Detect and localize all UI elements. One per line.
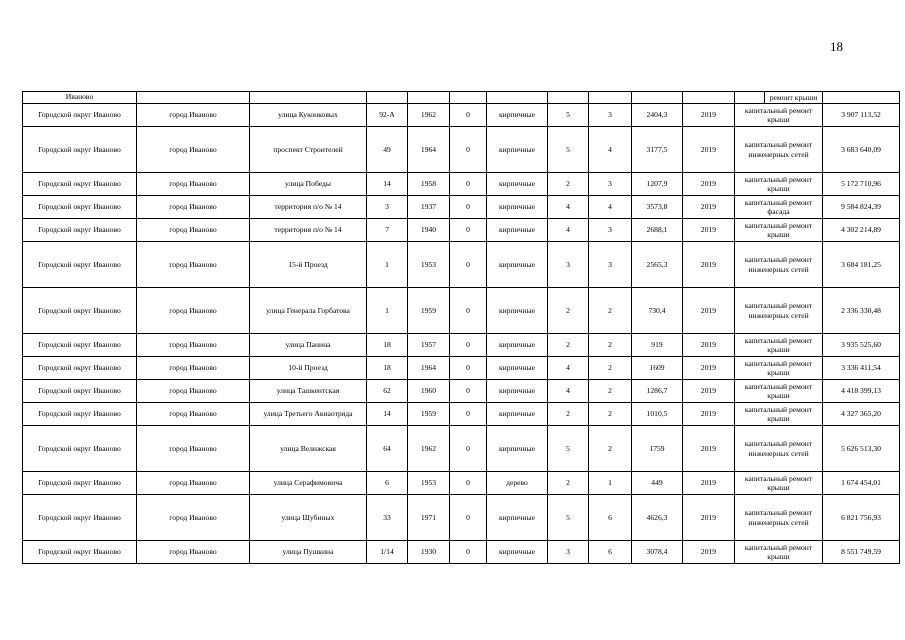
table-cell: 0 xyxy=(450,219,487,242)
table-cell: 2019 xyxy=(683,219,735,242)
table-cell: капитальный ремонт крыши xyxy=(735,173,823,196)
table-cell: 1609 xyxy=(632,357,683,380)
table-cell: территория п/о № 14 xyxy=(250,196,367,219)
table-cell: город Иваново xyxy=(137,495,250,541)
table-cell: 5 xyxy=(548,495,589,541)
table-row xyxy=(23,472,900,495)
table-cell: Городской округ Иваново xyxy=(23,127,137,173)
table-cell: Городской округ Иваново xyxy=(23,380,137,403)
table-cell xyxy=(823,92,900,104)
table-cell: 2 xyxy=(548,334,589,357)
table-cell: дерево xyxy=(487,472,548,495)
table-cell: 2404,3 xyxy=(632,104,683,127)
table-cell: Городской округ Иваново xyxy=(23,242,137,288)
table-cell: 4 xyxy=(548,219,589,242)
table-cell: 0 xyxy=(450,403,487,426)
table-cell: город Иваново xyxy=(137,196,250,219)
table-cell: 4 327 365,20 xyxy=(823,403,900,426)
table-cell: 1953 xyxy=(408,472,450,495)
table-cell: 919 xyxy=(632,334,683,357)
table-cell: 2565,3 xyxy=(632,242,683,288)
table-cell: Городской округ Иваново xyxy=(23,541,137,564)
table-cell: 3573,8 xyxy=(632,196,683,219)
table-cell: 2019 xyxy=(683,426,735,472)
table-cell: 2019 xyxy=(683,288,735,334)
table-cell: 1971 xyxy=(408,495,450,541)
table-cell: Городской округ Иваново xyxy=(23,403,137,426)
table-cell: Иваново xyxy=(23,92,137,104)
table-cell: кирпичные xyxy=(487,104,548,127)
table-cell: 2 xyxy=(589,334,632,357)
table-cell: Городской округ Иваново xyxy=(23,495,137,541)
table-cell: 2019 xyxy=(683,357,735,380)
table-row xyxy=(23,334,900,357)
table-cell xyxy=(548,92,589,104)
table-row xyxy=(23,426,900,472)
table-cell: 2 xyxy=(548,173,589,196)
table-cell: улица Куконковых xyxy=(250,104,367,127)
table-cell: улица Шубиных xyxy=(250,495,367,541)
table-cell: кирпичные xyxy=(487,288,548,334)
table-cell: 6 xyxy=(589,495,632,541)
table-cell: 2 xyxy=(589,380,632,403)
table-cell: 2019 xyxy=(683,403,735,426)
table-cell: 4626,3 xyxy=(632,495,683,541)
table-cell: улица Велижская xyxy=(250,426,367,472)
table-cell: 1940 xyxy=(408,219,450,242)
table-cell: 62 xyxy=(367,380,408,403)
table-cell: кирпичные xyxy=(487,495,548,541)
table-cell: ремонт крыши xyxy=(765,92,823,104)
table-cell: 2019 xyxy=(683,334,735,357)
table-cell: 2019 xyxy=(683,173,735,196)
table-cell: 3 xyxy=(548,541,589,564)
table-cell: 1 xyxy=(367,288,408,334)
table-cell: 5 xyxy=(548,426,589,472)
table-cell: 2 xyxy=(589,426,632,472)
table-cell: Городской округ Иваново xyxy=(23,219,137,242)
table-cell: 3 xyxy=(589,173,632,196)
table-cell: 2 xyxy=(548,403,589,426)
table-row xyxy=(23,104,900,127)
table-cell: 0 xyxy=(450,334,487,357)
table-cell: 3 xyxy=(589,104,632,127)
table-cell xyxy=(487,92,548,104)
table-cell: 0 xyxy=(450,426,487,472)
table-cell: 2 xyxy=(548,288,589,334)
table-cell: 1962 xyxy=(408,426,450,472)
table-cell: 1953 xyxy=(408,242,450,288)
table-cell: 2019 xyxy=(683,127,735,173)
table-cell: капитальный ремонт инженерных сетей xyxy=(735,242,823,288)
table-cell: город Иваново xyxy=(137,541,250,564)
table-cell: капитальный ремонт инженерных сетей xyxy=(735,127,823,173)
table-cell xyxy=(450,92,487,104)
table-cell: город Иваново xyxy=(137,357,250,380)
table-cell: капитальный ремонт крыши xyxy=(735,357,823,380)
table-row xyxy=(23,541,900,564)
table-cell: 730,4 xyxy=(632,288,683,334)
table-cell: 2019 xyxy=(683,541,735,564)
table-cell: 5 xyxy=(548,104,589,127)
table-row xyxy=(23,127,900,173)
table-cell: кирпичные xyxy=(487,219,548,242)
table-cell: 5 626 513,30 xyxy=(823,426,900,472)
table-cell: кирпичные xyxy=(487,541,548,564)
table-cell: 8 551 749,59 xyxy=(823,541,900,564)
table-row xyxy=(23,242,900,288)
table-cell: 3 xyxy=(589,219,632,242)
table-cell: 2 xyxy=(589,357,632,380)
table-cell: кирпичные xyxy=(487,380,548,403)
table-cell: 1 xyxy=(367,242,408,288)
table-cell: 0 xyxy=(450,173,487,196)
table-cell: 4 302 214,89 xyxy=(823,219,900,242)
table-cell: 4 xyxy=(589,127,632,173)
table-cell: 1/14 xyxy=(367,541,408,564)
table-cell: 6 xyxy=(589,541,632,564)
table-cell: 2019 xyxy=(683,380,735,403)
table-cell: 3 684 181,25 xyxy=(823,242,900,288)
table-cell: улица Победы xyxy=(250,173,367,196)
table-cell xyxy=(408,92,450,104)
table-cell: улица Серафимовича xyxy=(250,472,367,495)
table-row xyxy=(23,495,900,541)
table-cell: город Иваново xyxy=(137,288,250,334)
table-cell: 1959 xyxy=(408,288,450,334)
table-cell: улица Панина xyxy=(250,334,367,357)
table-cell: кирпичные xyxy=(487,196,548,219)
table-cell: капитальный ремонт инженерных сетей xyxy=(735,426,823,472)
table-cell: 2019 xyxy=(683,242,735,288)
table-cell: 0 xyxy=(450,127,487,173)
table-cell: 14 xyxy=(367,403,408,426)
table-cell: 3078,4 xyxy=(632,541,683,564)
table-cell: 9 584 824,39 xyxy=(823,196,900,219)
table-cell: 3 935 525,60 xyxy=(823,334,900,357)
table-cell: 10-й Проезд xyxy=(250,357,367,380)
table-cell: 1286,7 xyxy=(632,380,683,403)
table-cell: 4 xyxy=(548,196,589,219)
table-row xyxy=(23,92,900,104)
table-row xyxy=(23,380,900,403)
table-cell: кирпичные xyxy=(487,242,548,288)
table-cell: территория п/о № 14 xyxy=(250,219,367,242)
table-cell: 1960 xyxy=(408,380,450,403)
table-cell: 2019 xyxy=(683,196,735,219)
table-cell: 2019 xyxy=(683,104,735,127)
table-cell: капитальный ремонт фасада xyxy=(735,196,823,219)
table-cell xyxy=(632,92,683,104)
table-cell: 1759 xyxy=(632,426,683,472)
table-body xyxy=(23,92,900,564)
table-cell: 64 xyxy=(367,426,408,472)
table-cell: кирпичные xyxy=(487,403,548,426)
table-cell: 1 xyxy=(589,472,632,495)
table-cell: 4 xyxy=(589,196,632,219)
table-cell: Городской округ Иваново xyxy=(23,104,137,127)
table-cell: 4 xyxy=(548,357,589,380)
table-cell: капитальный ремонт крыши xyxy=(735,541,823,564)
table-cell xyxy=(367,92,408,104)
table-cell: город Иваново xyxy=(137,127,250,173)
table-cell: 1964 xyxy=(408,127,450,173)
table-cell: капитальный ремонт крыши xyxy=(735,380,823,403)
table-cell: 3177,5 xyxy=(632,127,683,173)
table-cell: 2019 xyxy=(683,495,735,541)
table-cell: Городской округ Иваново xyxy=(23,357,137,380)
table-cell: 3 336 411,54 xyxy=(823,357,900,380)
table-cell: город Иваново xyxy=(137,242,250,288)
table-cell: улица Пушкина xyxy=(250,541,367,564)
table-cell: кирпичные xyxy=(487,357,548,380)
table-cell: 3 683 640,09 xyxy=(823,127,900,173)
table-cell: капитальный ремонт крыши xyxy=(735,104,823,127)
table-row xyxy=(23,173,900,196)
table-cell: 15-й Проезд xyxy=(250,242,367,288)
table-cell: капитальный ремонт крыши xyxy=(735,219,823,242)
table-cell: 14 xyxy=(367,173,408,196)
table-cell: 3 xyxy=(548,242,589,288)
table-cell: 4 xyxy=(548,380,589,403)
table-cell: кирпичные xyxy=(487,426,548,472)
table-cell: город Иваново xyxy=(137,426,250,472)
table-cell: кирпичные xyxy=(487,173,548,196)
table-cell: 4 418 399,13 xyxy=(823,380,900,403)
table-cell: 18 xyxy=(367,334,408,357)
table-cell: город Иваново xyxy=(137,403,250,426)
table-cell xyxy=(137,92,250,104)
table-cell: 449 xyxy=(632,472,683,495)
table-cell: 3 xyxy=(367,196,408,219)
table-cell: 1930 xyxy=(408,541,450,564)
table-cell: 1964 xyxy=(408,357,450,380)
table-cell: 0 xyxy=(450,196,487,219)
table-cell: 6 xyxy=(367,472,408,495)
table-cell xyxy=(735,92,765,104)
building-repair-table xyxy=(22,91,900,564)
table-cell: 0 xyxy=(450,288,487,334)
table-cell: 0 xyxy=(450,472,487,495)
table-cell: 1 674 454,01 xyxy=(823,472,900,495)
table-cell: 7 xyxy=(367,219,408,242)
table-cell: 2 xyxy=(548,472,589,495)
table-cell: 1010,5 xyxy=(632,403,683,426)
table-cell: город Иваново xyxy=(137,219,250,242)
table-cell: 0 xyxy=(450,104,487,127)
table-cell: 3 907 113,52 xyxy=(823,104,900,127)
table-cell: 1957 xyxy=(408,334,450,357)
table-cell: 0 xyxy=(450,541,487,564)
table-cell: улица Генерала Горбатова xyxy=(250,288,367,334)
table-cell: 1207,9 xyxy=(632,173,683,196)
table-row xyxy=(23,196,900,219)
table-cell: капитальный ремонт инженерных сетей xyxy=(735,288,823,334)
page-number: 18 xyxy=(830,39,843,54)
table-cell: 0 xyxy=(450,380,487,403)
table-cell: проспект Строителей xyxy=(250,127,367,173)
table-row xyxy=(23,357,900,380)
table-cell xyxy=(250,92,367,104)
table-cell: 2 xyxy=(589,403,632,426)
table-cell: 2019 xyxy=(683,472,735,495)
table-cell: капитальный ремонт крыши xyxy=(735,472,823,495)
table-cell: капитальный ремонт инженерных сетей xyxy=(735,495,823,541)
table-cell: кирпичные xyxy=(487,127,548,173)
table-cell: 49 xyxy=(367,127,408,173)
table-cell: 0 xyxy=(450,357,487,380)
table-cell xyxy=(589,92,632,104)
table-cell: 18 xyxy=(367,357,408,380)
table-cell: город Иваново xyxy=(137,472,250,495)
table-cell xyxy=(683,92,735,104)
table-cell: 92-А xyxy=(367,104,408,127)
table-cell: 5 xyxy=(548,127,589,173)
table-cell: улица Третьего Авиаотряда xyxy=(250,403,367,426)
table-cell: Городской округ Иваново xyxy=(23,334,137,357)
table-cell: 6 821 756,93 xyxy=(823,495,900,541)
table-row xyxy=(23,219,900,242)
table-cell: капитальный ремонт крыши xyxy=(735,403,823,426)
table-cell: 2 xyxy=(589,288,632,334)
table-cell: Городской округ Иваново xyxy=(23,288,137,334)
table-cell: Городской округ Иваново xyxy=(23,173,137,196)
table-cell: капитальный ремонт крыши xyxy=(735,334,823,357)
table-cell: 1959 xyxy=(408,403,450,426)
table-row xyxy=(23,403,900,426)
table-cell: 2688,1 xyxy=(632,219,683,242)
table-cell: город Иваново xyxy=(137,173,250,196)
table-cell: 2 336 330,48 xyxy=(823,288,900,334)
table-cell: кирпичные xyxy=(487,334,548,357)
table-row xyxy=(23,288,900,334)
table-cell: 1958 xyxy=(408,173,450,196)
table-cell: 0 xyxy=(450,495,487,541)
table-cell: Городской округ Иваново xyxy=(23,472,137,495)
table-cell: город Иваново xyxy=(137,334,250,357)
table-cell: 0 xyxy=(450,242,487,288)
table-cell: город Иваново xyxy=(137,104,250,127)
table-cell: Городской округ Иваново xyxy=(23,426,137,472)
table-cell: улица Ташкентская xyxy=(250,380,367,403)
table-cell: 1962 xyxy=(408,104,450,127)
table-cell: 1937 xyxy=(408,196,450,219)
table-cell: город Иваново xyxy=(137,380,250,403)
table-cell: 3 xyxy=(589,242,632,288)
table-cell: Городской округ Иваново xyxy=(23,196,137,219)
table-cell: 5 172 710,96 xyxy=(823,173,900,196)
table-cell: 33 xyxy=(367,495,408,541)
